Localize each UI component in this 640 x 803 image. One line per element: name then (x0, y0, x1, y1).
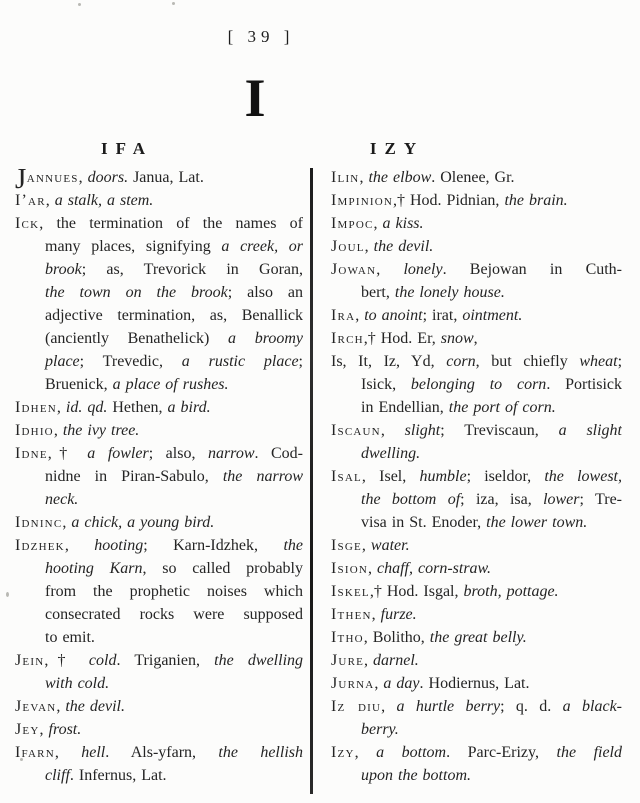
roman-text: ,† (44, 652, 89, 669)
italic-text: water. (370, 537, 410, 554)
roman-text: ,† Hod. Pidnian, (392, 192, 505, 209)
entry-line (15, 580, 303, 603)
headword: Jure (331, 652, 365, 669)
headword: Jey (15, 721, 40, 738)
italic-text: a bottom (376, 744, 447, 761)
roman-text: adjective termination, as, Benallick (45, 307, 303, 324)
italic-text: a day (383, 675, 420, 692)
roman-text: from the prophetic noises which (45, 583, 303, 600)
dictionary-entry (331, 166, 622, 189)
italic-text: darnel. (373, 652, 419, 669)
roman-text: bert, (361, 284, 395, 301)
roman-text: ; as, Trevorick in Goran, (81, 261, 303, 278)
roman-text: ; Tre- (579, 491, 622, 508)
dictionary-entry (331, 672, 622, 695)
headword: Idninc (15, 514, 63, 531)
dictionary-entry (331, 212, 622, 235)
italic-text: dwelling. (361, 445, 421, 462)
entry-line (331, 281, 622, 304)
roman-text: nidne in Piran-Sabulo, (45, 468, 223, 485)
roman-text: , (368, 560, 377, 577)
italic-text: to anoint (364, 307, 423, 324)
headword: Izy (331, 744, 355, 761)
italic-text: chaff, corn-straw. (377, 560, 492, 577)
italic-text: a bird. (167, 399, 211, 416)
scan-speck (172, 2, 175, 5)
italic-text: the ivy tree. (62, 422, 140, 439)
entry-line (15, 281, 303, 304)
roman-text: , Isel, (361, 468, 420, 485)
roman-text: , (374, 675, 384, 692)
section-letter: I (244, 68, 266, 128)
roman-text: ,† Hod. Isgal, (369, 583, 464, 600)
entry-line (331, 166, 622, 189)
dictionary-entry (331, 695, 622, 741)
drop-cap: J (15, 163, 27, 195)
italic-text: with cold. (45, 675, 110, 692)
roman-text: . Triganien, (116, 652, 215, 669)
italic-text: broth, pottage. (463, 583, 559, 600)
italic-text: the dwelling (214, 652, 303, 669)
italic-text: place (45, 353, 80, 370)
italic-text: wheat (579, 353, 618, 370)
roman-text: (anciently Benathelick) (45, 330, 229, 347)
entry-line (331, 580, 622, 603)
headword: Idhen (15, 399, 57, 416)
italic-text: the hellish (218, 744, 303, 761)
dictionary-entry (331, 580, 622, 603)
dictionary-entry (331, 189, 622, 212)
entry-line (331, 189, 622, 212)
entry-line (331, 718, 622, 741)
dictionary-entry (15, 419, 303, 442)
entry-line (15, 511, 303, 534)
entry-line (331, 557, 622, 580)
dictionary-entry (331, 741, 622, 787)
headword: Isge (331, 537, 362, 554)
roman-text: in Endellian, (361, 399, 449, 416)
entry-line (15, 465, 303, 488)
entry-line (15, 718, 303, 741)
italic-text: frost. (48, 721, 82, 738)
roman-text: , (373, 215, 383, 232)
page-number: [ 39 ] (227, 27, 295, 46)
italic-text: a creek, or (221, 238, 303, 255)
headword: annues (26, 169, 79, 186)
roman-text: , the termination of the names of (39, 215, 303, 232)
entry-line (15, 695, 303, 718)
italic-text: upon the bottom. (361, 767, 471, 784)
entry-line (15, 396, 303, 419)
roman-text: , (56, 399, 66, 416)
italic-text: the (283, 537, 303, 554)
entry-line (331, 695, 622, 718)
roman-text: , (381, 698, 397, 715)
dictionary-entry (15, 189, 303, 212)
roman-text: ; (298, 353, 303, 370)
roman-text: . Olenee, Gr. (431, 169, 515, 186)
roman-text: . Hodiernus, Lat. (419, 675, 530, 692)
headword: Isal (331, 468, 362, 485)
entry-line (15, 741, 303, 764)
headword: Jurna (331, 675, 375, 692)
entry-line (15, 327, 303, 350)
italic-text: hell (81, 744, 106, 761)
headword: Jowan (331, 261, 377, 278)
dictionary-entry (15, 534, 303, 649)
entry-line (15, 442, 303, 465)
entry-line (331, 626, 622, 649)
entry-line (15, 419, 303, 442)
roman-text: , (54, 744, 82, 761)
dictionary-entry (15, 163, 303, 195)
dictionary-entry (331, 603, 622, 626)
dictionary-entry (331, 649, 622, 672)
entry-line (331, 373, 622, 396)
roman-text: ; iza, isa, (460, 491, 544, 508)
dictionary-entry (331, 626, 622, 649)
roman-text: Bruenick, (45, 376, 113, 393)
dictionary-entry (331, 557, 622, 580)
entry-line (331, 649, 622, 672)
italic-text: lonely (403, 261, 443, 278)
headword: Idhio (15, 422, 54, 439)
entry-line (15, 557, 303, 580)
entry-line (331, 442, 622, 465)
entry-line (15, 488, 303, 511)
entry-line (331, 212, 622, 235)
entry-line (331, 327, 622, 350)
italic-text: a slight (558, 422, 622, 439)
roman-text: ; iseldor, (466, 468, 545, 485)
roman-text: , (380, 422, 405, 439)
dictionary-entry (331, 258, 622, 304)
italic-text: the great belly. (429, 629, 527, 646)
italic-text: corn (446, 353, 476, 370)
entry-line (331, 534, 622, 557)
italic-text: the elbow (368, 169, 432, 186)
column-divider (310, 168, 313, 794)
headword: Irch (331, 330, 364, 347)
roman-text: ; Treviscaun, (440, 422, 559, 439)
italic-text: a fowler (87, 445, 149, 462)
column-right (331, 166, 622, 787)
headword: Joul (331, 238, 365, 255)
headword: Ilin (331, 169, 360, 186)
roman-text: , (354, 744, 377, 761)
entry-line (15, 603, 303, 626)
italic-text: a black- (562, 698, 622, 715)
guide-word-left: IFA (100, 139, 153, 158)
scan-speck (6, 592, 9, 597)
column-left (15, 163, 303, 787)
dictionary-entry (331, 304, 622, 327)
entry-line (15, 672, 303, 695)
italic-text: hooting (94, 537, 144, 554)
italic-text: id. qd. (65, 399, 108, 416)
entry-line (331, 235, 622, 258)
italic-text: the devil. (373, 238, 434, 255)
headword: Idzhek (15, 537, 65, 554)
entry-line (331, 304, 622, 327)
italic-text: berry. (361, 721, 399, 738)
roman-text: , (371, 606, 381, 623)
roman-text: , but chiefly (475, 353, 580, 370)
headword: I’ar (15, 192, 46, 209)
dictionary-entry (15, 511, 303, 534)
headword: Impoc (331, 215, 374, 232)
italic-text: snow (440, 330, 474, 347)
roman-text: ; Karn-Idzhek, (143, 537, 284, 554)
headword: Iskel (331, 583, 370, 600)
italic-text: slight (404, 422, 441, 439)
headword: Impinion (331, 192, 393, 209)
italic-text: the port of corn. (448, 399, 556, 416)
entry-line (15, 235, 303, 258)
roman-text: ; also, (148, 445, 208, 462)
entry-line (331, 350, 622, 373)
dictionary-entry (331, 419, 622, 465)
italic-text: a hurtle berry (396, 698, 501, 715)
headword: Idne (15, 445, 48, 462)
roman-text: . Parc-Erizy, (446, 744, 557, 761)
roman-text: ; also an (227, 284, 303, 301)
italic-text: ointment. (462, 307, 523, 324)
entry-line (331, 465, 622, 488)
roman-text: , (56, 698, 66, 715)
roman-text: , (39, 721, 49, 738)
roman-text: Janua, Lat. (128, 169, 204, 186)
dictionary-entry (331, 534, 622, 557)
entry-line (15, 764, 303, 787)
entry-line (15, 212, 303, 235)
headword: Ick (15, 215, 40, 232)
roman-text: ,† (47, 445, 88, 462)
entry-line (15, 163, 303, 195)
italic-text: the lower town. (486, 514, 588, 531)
roman-text: , (364, 238, 374, 255)
italic-text: the lowest, (544, 468, 622, 485)
headword: Ision (331, 560, 368, 577)
guide-word-right: IZY (369, 139, 425, 158)
dictionary-entry (15, 649, 303, 695)
roman-text: , (355, 307, 365, 324)
roman-text: , Bolitho, (363, 629, 430, 646)
italic-text: neck. (45, 491, 79, 508)
roman-text: , (376, 261, 404, 278)
italic-text: the narrow (222, 468, 303, 485)
italic-text: furze. (380, 606, 417, 623)
headword: Ifarn (15, 744, 55, 761)
roman-text: . Bejowan in Cuth- (442, 261, 622, 278)
italic-text: narrow (207, 445, 255, 462)
roman-text: many places, signifying (45, 238, 222, 255)
entry-line (331, 258, 622, 281)
italic-text: doors. (87, 169, 129, 186)
roman-text: , (64, 537, 95, 554)
dictionary-entry (331, 235, 622, 258)
headword: Jevan (15, 698, 57, 715)
dictionary-entry (331, 465, 622, 534)
roman-text: , so called probably (142, 560, 303, 577)
italic-text: the town on the brook (45, 284, 228, 301)
headword: Jein (15, 652, 45, 669)
roman-text: , (78, 169, 88, 186)
italic-text: a stalk, a stem. (54, 192, 154, 209)
italic-text: a broomy (228, 330, 303, 347)
italic-text: a chick, a young bird. (71, 514, 215, 531)
roman-text: , (361, 537, 371, 554)
dictionary-entry (15, 396, 303, 419)
roman-text: , (53, 422, 63, 439)
entry-line (15, 626, 303, 649)
roman-text: . Cod- (254, 445, 303, 462)
entry-line (331, 396, 622, 419)
italic-text: the lonely house. (394, 284, 505, 301)
entry-line (15, 534, 303, 557)
headword: Itho (331, 629, 364, 646)
roman-text: , (45, 192, 55, 209)
roman-text: , (364, 652, 374, 669)
dictionary-entry (15, 741, 303, 787)
italic-text: a rustic place (181, 353, 299, 370)
italic-text: the field (556, 744, 622, 761)
italic-text: a kiss. (382, 215, 424, 232)
roman-text: . Portisick (546, 376, 622, 393)
italic-text: belonging to corn (410, 376, 547, 393)
italic-text: the devil. (65, 698, 125, 715)
dictionary-entry (15, 695, 303, 718)
headword: Iz diu (331, 698, 382, 715)
entry-line (15, 258, 303, 281)
dictionary-entry (331, 350, 622, 419)
roman-text: , (359, 169, 369, 186)
entry-line (331, 672, 622, 695)
italic-text: brook (45, 261, 82, 278)
dictionary-entry (15, 212, 303, 396)
entry-line (331, 764, 622, 787)
roman-text: Isick, (361, 376, 411, 393)
headword: Ira (331, 307, 356, 324)
roman-text: . Als-yfarn, (105, 744, 219, 761)
roman-text: to emit. (45, 629, 95, 646)
roman-text: , (62, 514, 72, 531)
headword: Iscaun (331, 422, 381, 439)
italic-text: hooting Karn (45, 560, 143, 577)
roman-text: ; irat, (422, 307, 463, 324)
roman-text: Is, It, Iz, Yd, (331, 353, 447, 370)
roman-text: , (473, 330, 478, 347)
roman-text: ; (617, 353, 622, 370)
scan-speck (78, 3, 81, 6)
roman-text: ; q. d. (500, 698, 563, 715)
entry-line (331, 741, 622, 764)
dictionary-entry (15, 442, 303, 511)
roman-text: consecrated rocks were supposed (45, 606, 303, 623)
roman-text: ,† Hod. Er, (363, 330, 441, 347)
roman-text: ; Trevedic, (79, 353, 182, 370)
dictionary-entry (331, 327, 622, 350)
entry-line (331, 603, 622, 626)
italic-text: lower (543, 491, 580, 508)
entry-line (15, 304, 303, 327)
headword: Ithen (331, 606, 372, 623)
roman-text: . Infernus, Lat. (69, 767, 167, 784)
entry-line (15, 350, 303, 373)
roman-text: Hethen, (107, 399, 168, 416)
italic-text: cold (88, 652, 117, 669)
italic-text: the bottom of (361, 491, 461, 508)
italic-text: cliff (45, 767, 70, 784)
roman-text: visa in St. Enoder, (361, 514, 487, 531)
italic-text: a place of rushes. (112, 376, 229, 393)
italic-text: humble (419, 468, 467, 485)
entry-line (331, 488, 622, 511)
entry-line (15, 373, 303, 396)
entry-line (331, 419, 622, 442)
italic-text: the brain. (504, 192, 568, 209)
entry-line (15, 649, 303, 672)
entry-line (331, 511, 622, 534)
entry-line (15, 189, 303, 212)
dictionary-entry (15, 718, 303, 741)
